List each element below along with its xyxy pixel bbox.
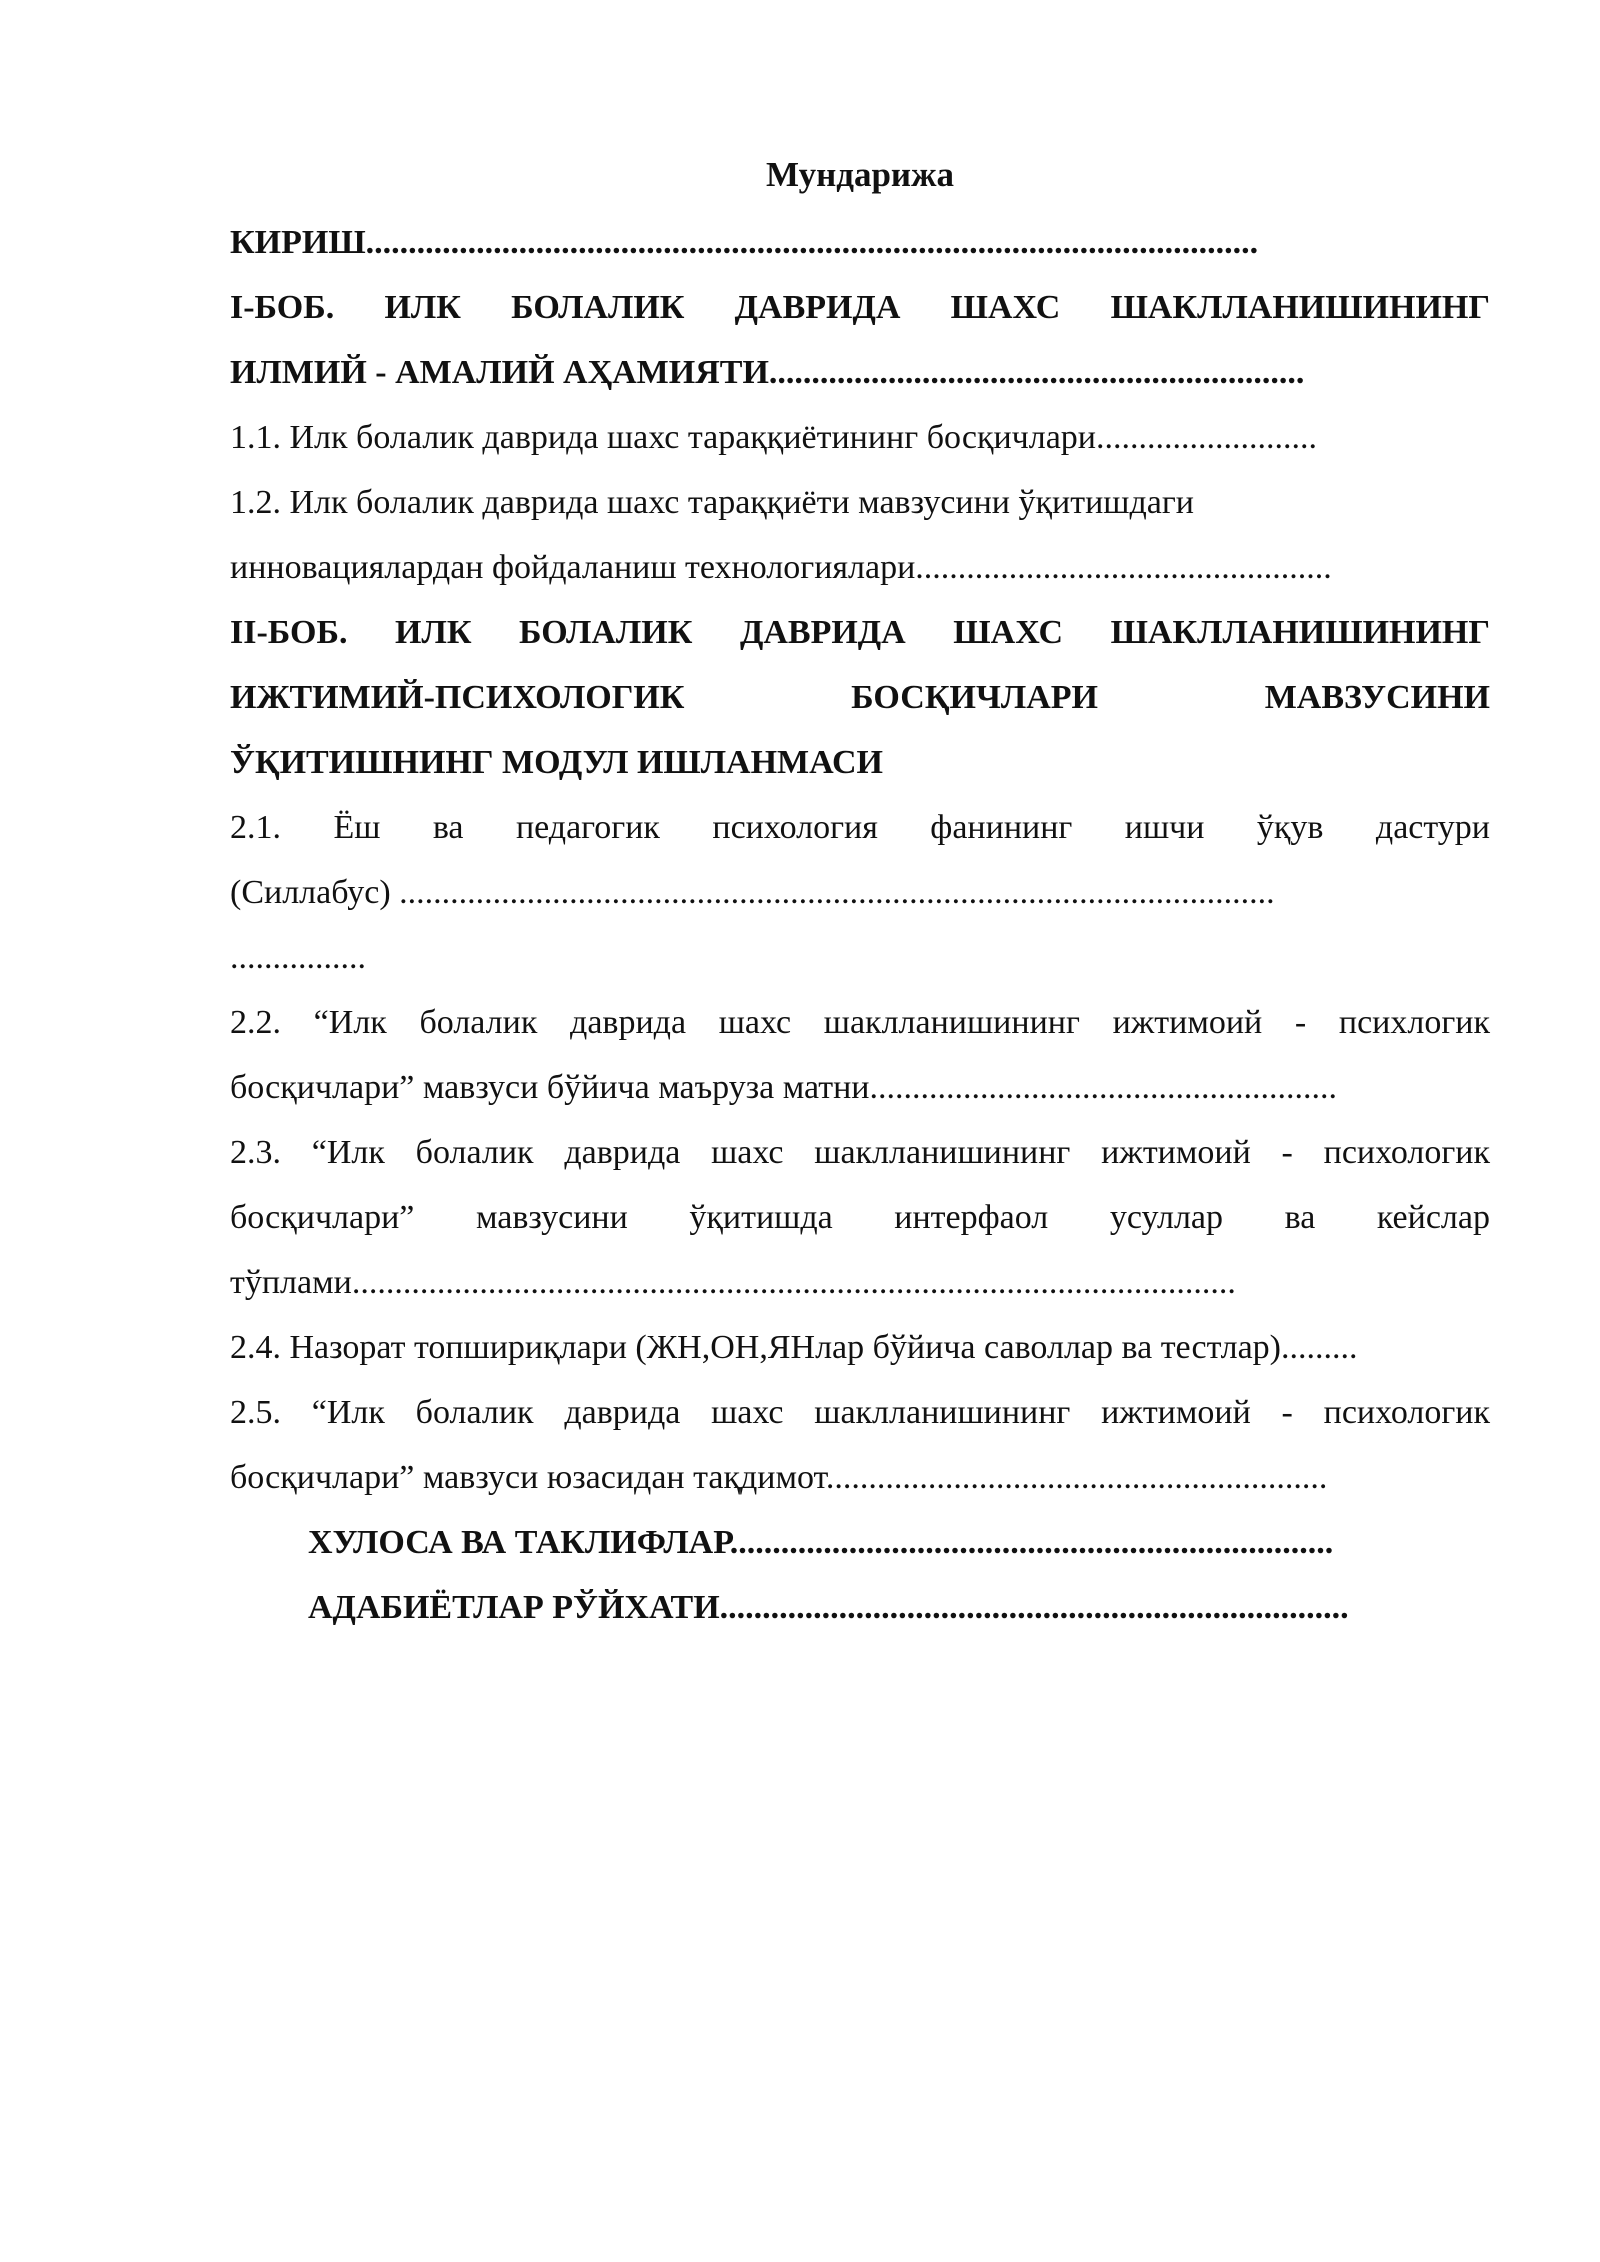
toc-line: 2.5. “Илк болалик даврида шахс шаклланишининг ижтимоий - психологик (230, 1394, 1490, 1431)
toc-line: ЎҚИТИШНИНГ МОДУЛ ИШЛАНМАСИ (230, 744, 884, 781)
toc-line: босқичлари” мавзусини ўқитишда интерфаол усуллар ва кейслар (230, 1199, 1490, 1236)
toc-line: босқичлари” мавзуси юзасидан тақдимот........................................................... (230, 1459, 1328, 1496)
toc-line: II-БОБ. ИЛК БОЛАЛИК ДАВРИДА ШАХС ШАКЛЛАНИШИНИНГ (230, 614, 1490, 651)
toc-line: 2.2. “Илк болалик даврида шахс шаклланишининг ижтимоий - психлогик (230, 1004, 1490, 1041)
toc-line: I-БОБ. ИЛК БОЛАЛИК ДАВРИДА ШАХС ШАКЛЛАНИШИНИНГ (230, 289, 1490, 326)
toc-line: 1.2. Илк болалик даврида шахс тараққиёти мавзусини ўқитишдаги (230, 484, 1194, 521)
toc-line: ................ (230, 939, 366, 976)
toc-line: тўплами........................................................................................................ (230, 1264, 1236, 1301)
toc-line: ИЖТИМИЙ-ПСИХОЛОГИК БОСҚИЧЛАРИ МАВЗУСИНИ (230, 679, 1490, 716)
toc-line: 2.4. Назорат топшириқлари (ЖН,ОН,ЯНлар бўйича саволлар ва тестлар)......... (230, 1329, 1358, 1366)
toc-line: КИРИШ......................................................................................................... (230, 224, 1259, 261)
table-of-contents (230, 210, 1490, 1640)
toc-line: АДАБИЁТЛАР РЎЙХАТИ.......................................................................... (308, 1589, 1349, 1626)
toc-line: босқичлари” мавзуси бўйича маъруза матни....................................................... (230, 1069, 1337, 1106)
toc-title: Мундарижа (766, 155, 954, 194)
toc-line: (Силлабус) ....................................................................................................... (230, 874, 1275, 911)
toc-line: ИЛМИЙ - АМАЛИЙ АҲАМИЯТИ............................................................... (230, 354, 1305, 391)
toc-line: 2.3. “Илк болалик даврида шахс шаклланишининг ижтимоий - психологик (230, 1134, 1490, 1171)
toc-line: ХУЛОСА ВА ТАКЛИФЛАР....................................................................... (308, 1524, 1334, 1561)
toc-line: 2.1. Ёш ва педагогик психология фанининг ишчи ўқув дастури (230, 809, 1490, 846)
toc-line: 1.1. Илк болалик даврида шахс тараққиётининг босқичлари.......................... (230, 419, 1318, 456)
toc-line: инновациялардан фойдаланиш технологиялари................................................. (230, 549, 1332, 586)
